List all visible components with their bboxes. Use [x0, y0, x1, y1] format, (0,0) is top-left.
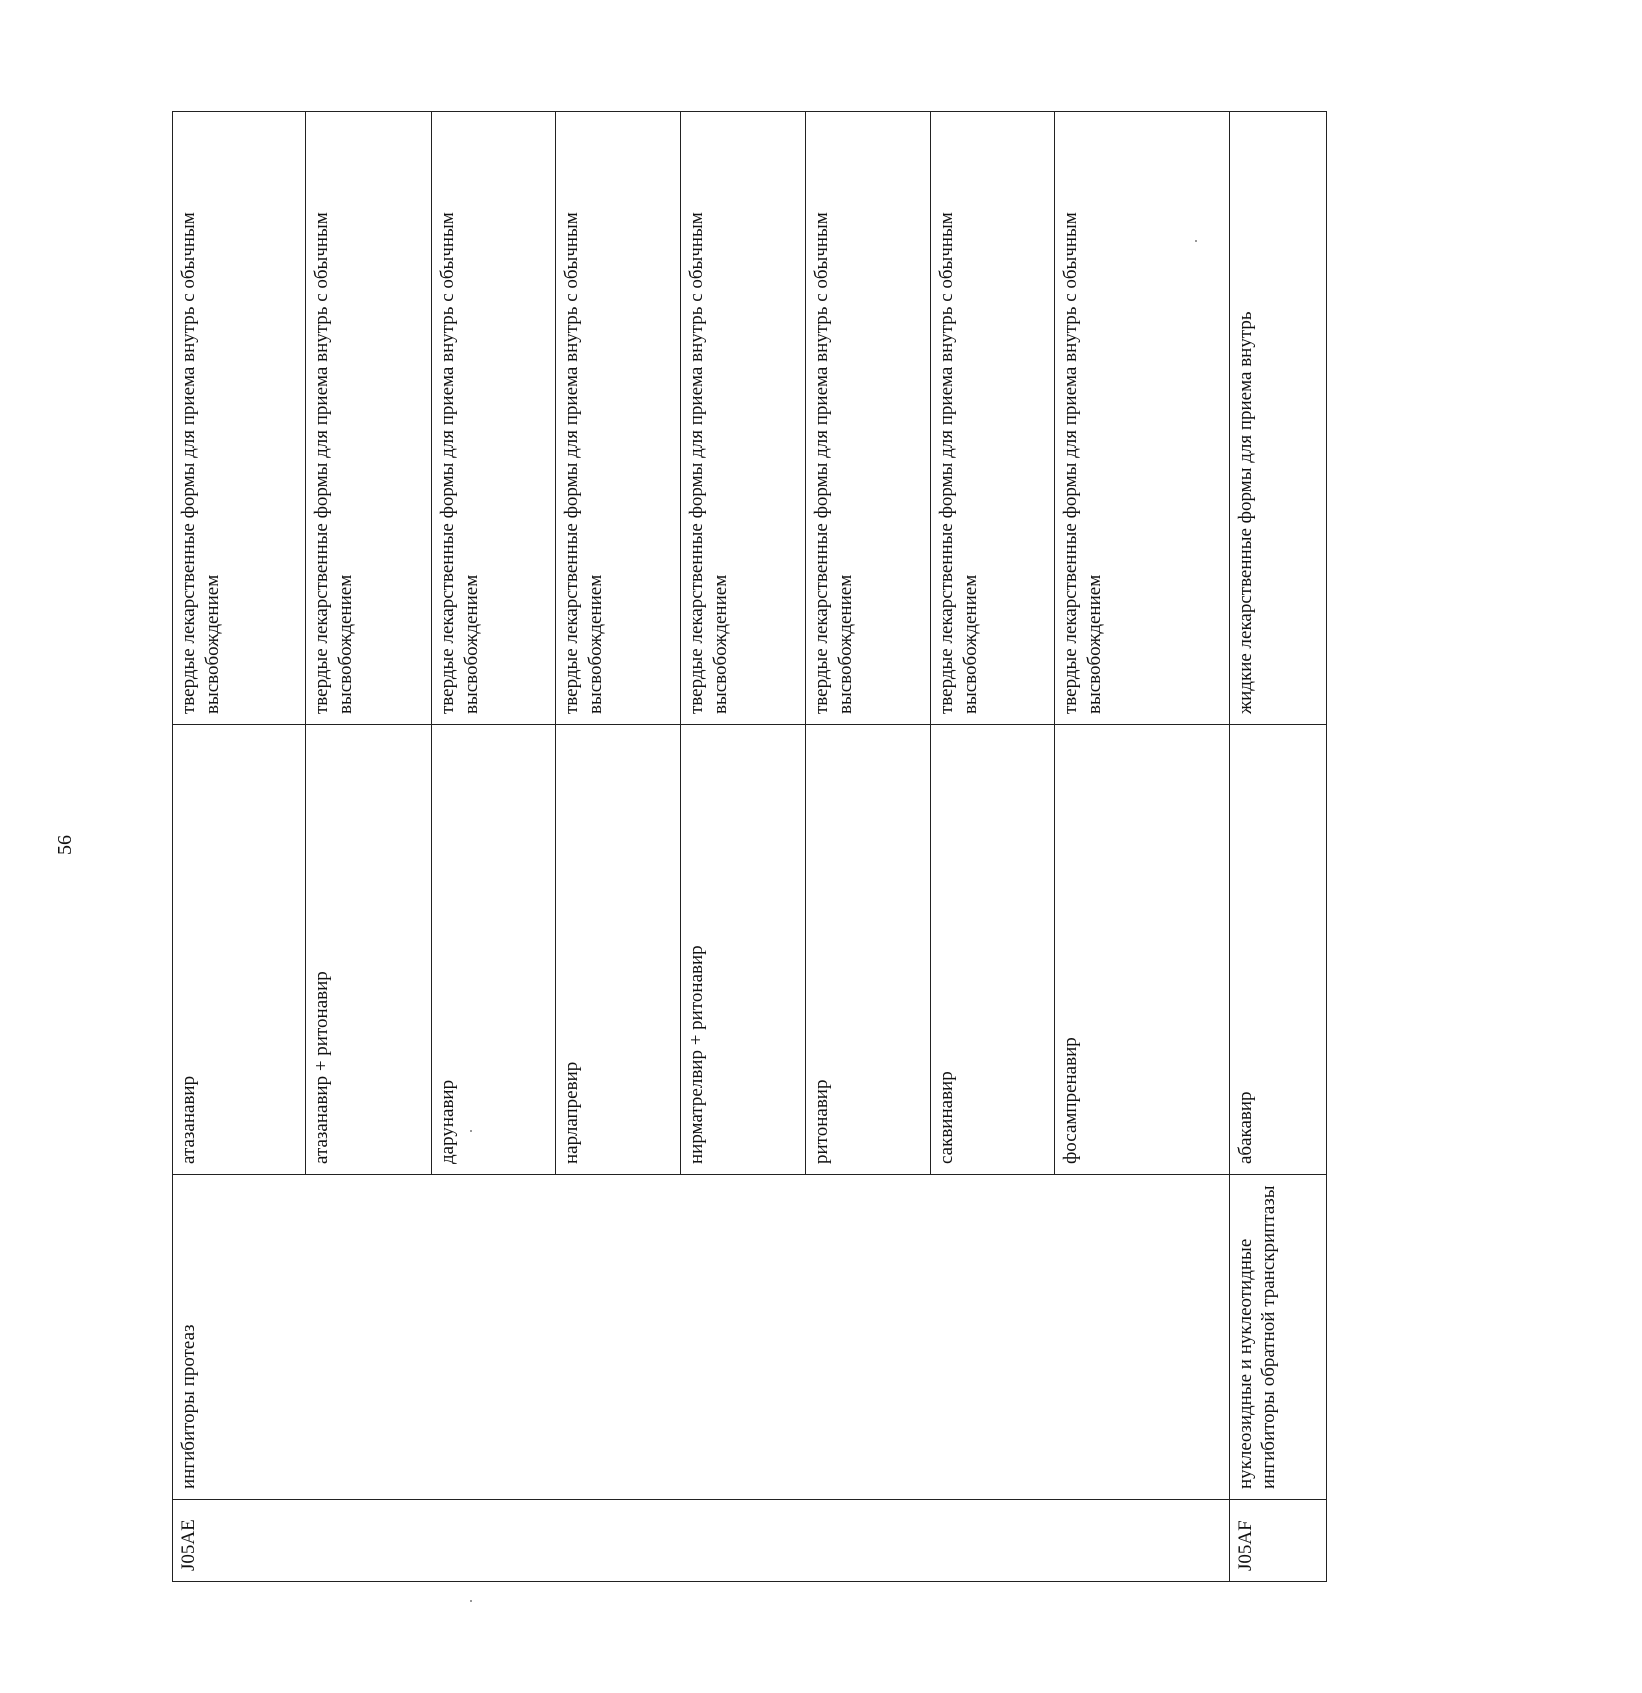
group-name-cell: ингибиторы протеаз	[173, 1175, 1230, 1500]
drug-name-cell: нирматрелвир + ритонавир	[680, 725, 806, 1175]
scan-speck	[470, 1130, 472, 1132]
atc-code-cell: J05AE	[173, 1500, 1230, 1582]
drug-name-cell: абакавир	[1229, 725, 1326, 1175]
dosage-form-cell: твердые лекарственные формы для приема внутрь с обычным высвобождением	[806, 112, 930, 725]
scan-speck	[1195, 240, 1197, 242]
drug-name-cell: фосампренавир	[1055, 725, 1229, 1175]
drug-name-cell: ритонавир	[806, 725, 930, 1175]
drug-table-rotated	[172, 212, 1642, 1582]
dosage-form-cell: твердые лекарственные формы для приема внутрь с обычным высвобождением	[1055, 112, 1229, 725]
page-number: 56	[54, 835, 76, 855]
table-row	[1229, 112, 1326, 1582]
dosage-form-cell: твердые лекарственные формы для приема внутрь с обычным высвобождением	[930, 112, 1054, 725]
dosage-form-cell: твердые лекарственные формы для приема внутрь с обычным высвобождением	[556, 112, 680, 725]
scan-speck	[470, 1600, 472, 1602]
dosage-form-cell: твердые лекарственные формы для приема внутрь с обычным высвобождением	[680, 112, 806, 725]
drug-table	[172, 111, 1327, 1582]
drug-name-cell: нарлапревир	[556, 725, 680, 1175]
drug-name-cell: дарунавир	[432, 725, 556, 1175]
group-name-cell: нуклеозидные и нуклеотидные ингибиторы обратной транскриптазы	[1229, 1175, 1326, 1500]
table-row	[173, 112, 306, 1582]
dosage-form-cell: твердые лекарственные формы для приема внутрь с обычным высвобождением	[306, 112, 432, 725]
atc-code-cell: J05AF	[1229, 1500, 1326, 1582]
drug-name-cell: атазанавир	[173, 725, 306, 1175]
dosage-form-cell: твердые лекарственные формы для приема внутрь с обычным высвобождением	[173, 112, 306, 725]
dosage-form-cell: жидкие лекарственные формы для приема внутрь	[1229, 112, 1326, 725]
drug-name-cell: саквинавир	[930, 725, 1054, 1175]
drug-name-cell: атазанавир + ритонавир	[306, 725, 432, 1175]
dosage-form-cell: твердые лекарственные формы для приема внутрь с обычным высвобождением	[432, 112, 556, 725]
